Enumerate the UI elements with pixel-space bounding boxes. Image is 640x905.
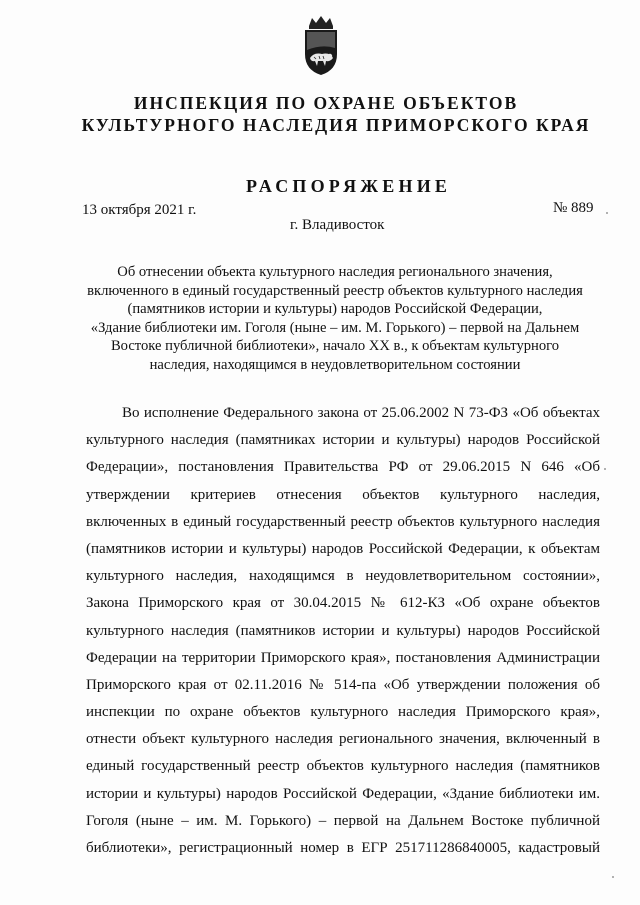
body-line: Во исполнение Федерального закона от 25.06.2002 N 73-ФЗ «Об объектах [122,405,600,421]
body-line: Федерации на территории Приморского края», постановления Администрации [86,649,600,666]
document-date: 13 октября 2021 г. [82,202,197,218]
body-line: культурного наследия, находящимся в неудовлетворительном состоянии», [86,568,600,585]
subject-line: Востоке публичной библиотеки», начало XX в., к объектам культурного [110,338,560,355]
body-line: (памятников истории и культуры) народов Российской Федерации, к объектам [86,540,600,557]
body-line: культурного наследия (памятниках истории и культуры) народов Российской [86,432,600,449]
subject-line: включенного в единый государственный реестр объектов культурного наследия [87,282,583,299]
document-number: № 889 [553,200,594,216]
scan-speck [612,876,614,878]
body-line: Закона Приморского края от 30.04.2015 № 612-КЗ «Об охране объектов [86,595,600,612]
body-line: отнести объект культурного наследия регионального значения, включенный в [86,731,600,748]
document-city: г. Владивосток [290,217,385,233]
organization-name-line-1: ИНСПЕКЦИЯ ПО ОХРАНЕ ОБЪЕКТОВ [133,93,519,113]
body-line: единый государственный реестр объектов культурного наследия (памятников [86,758,600,775]
document-type-title: РАСПОРЯЖЕНИЕ [246,176,452,196]
body-line: культурного наследия (памятников истории и культуры) народов Российской [86,622,600,639]
body-line: инспекции по охране объектов культурного наследия Приморского края», [86,704,600,721]
body-line: Приморского края от 02.11.2016 № 514-па «Об утверждении положения об [86,676,600,693]
body-line: утверждении критериев отнесения объектов культурного наследия, [86,486,600,503]
body-line: истории и культуры) народов Российской Федерации, «Здание библиотеки им. [86,785,600,802]
document-subject [70,263,600,375]
body-line: Федерации», постановления Правительства РФ от 29.06.2015 N 646 «Об [86,459,600,476]
scan-speck [606,212,608,214]
subject-line: «Здание библиотеки им. Гоголя (ныне – им. М. Горького) – первой на Дальнем [90,319,580,336]
organization-name-line-2: КУЛЬТУРНОГО НАСЛЕДИЯ ПРИМОРСКОГО КРАЯ [81,115,591,135]
subject-line: (памятников истории и культуры) народов Российской Федерации, [127,301,543,318]
document-body [86,400,600,862]
body-line: включенных в единый государственный реестр объектов культурного наследия [86,513,600,530]
body-line: библиотеки», регистрационный номер в ЕГР 251711286840005, кадастровый [86,840,600,856]
body-line: Гоголя (ныне – им. М. Горького) – первой на Дальнем Востоке публичной [86,812,600,829]
subject-line: наследия, находящимся в неудовлетворительном состоянии [149,356,521,373]
subject-line: Об отнесении объекта культурного наследия регионального значения, [117,264,553,280]
scan-speck [604,468,606,470]
coat-of-arms-icon [300,14,342,76]
